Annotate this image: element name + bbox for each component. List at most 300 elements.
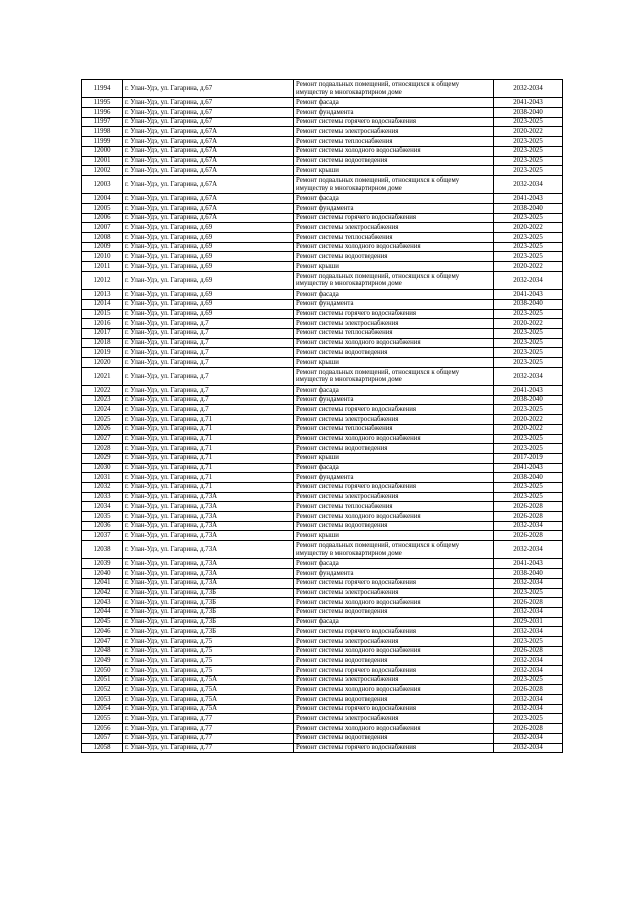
period-cell: 2029-2031 <box>494 617 563 627</box>
row-number-cell: 12041 <box>82 578 123 588</box>
row-number-cell: 11998 <box>82 127 123 137</box>
period-cell: 2038-2040 <box>494 473 563 483</box>
work-type-cell: Ремонт системы горячего водоснабжения <box>294 578 494 588</box>
address-cell: г. Улан-Удэ, ул. Гагарина, д.73А <box>123 492 294 502</box>
period-cell: 2038-2040 <box>494 569 563 579</box>
period-cell: 2032-2034 <box>494 733 563 743</box>
address-cell: г. Улан-Удэ, ул. Гагарина, д.71 <box>123 434 294 444</box>
row-number-cell: 11995 <box>82 98 123 108</box>
address-cell: г. Улан-Удэ, ул. Гагарина, д.7 <box>123 319 294 329</box>
row-number-cell: 12024 <box>82 405 123 415</box>
work-type-cell: Ремонт фасада <box>294 617 494 627</box>
period-cell: 2023-2025 <box>494 636 563 646</box>
row-number-cell: 12051 <box>82 675 123 685</box>
row-number-cell: 12007 <box>82 223 123 233</box>
period-cell: 2023-2025 <box>494 309 563 319</box>
period-cell: 2023-2025 <box>494 117 563 127</box>
table-row <box>82 166 563 176</box>
period-cell: 2020-2022 <box>494 223 563 233</box>
table-row <box>82 194 563 204</box>
address-cell: г. Улан-Удэ, ул. Гагарина, д.67 <box>123 117 294 127</box>
table-row <box>82 578 563 588</box>
work-type-cell: Ремонт фасада <box>294 559 494 569</box>
address-cell: г. Улан-Удэ, ул. Гагарина, д.71 <box>123 482 294 492</box>
address-cell: г. Улан-Удэ, ул. Гагарина, д.73Б <box>123 588 294 598</box>
table-row <box>82 309 563 319</box>
row-number-cell: 12034 <box>82 502 123 512</box>
work-type-cell: Ремонт системы теплоснабжения <box>294 137 494 147</box>
table-row <box>82 338 563 348</box>
address-cell: г. Улан-Удэ, ул. Гагарина, д.73А <box>123 559 294 569</box>
table-row <box>82 482 563 492</box>
row-number-cell: 12043 <box>82 598 123 608</box>
work-type-cell: Ремонт системы электроснабжения <box>294 714 494 724</box>
table-row <box>82 714 563 724</box>
period-cell: 2023-2025 <box>494 338 563 348</box>
row-number-cell: 12055 <box>82 714 123 724</box>
address-cell: г. Улан-Удэ, ул. Гагарина, д.69 <box>123 290 294 300</box>
address-cell: г. Улан-Удэ, ул. Гагарина, д.71 <box>123 444 294 454</box>
address-cell: г. Улан-Удэ, ул. Гагарина, д.75 <box>123 646 294 656</box>
period-cell: 2026-2028 <box>494 598 563 608</box>
table-row <box>82 386 563 396</box>
period-cell: 2023-2025 <box>494 156 563 166</box>
row-number-cell: 12029 <box>82 453 123 463</box>
work-type-cell: Ремонт системы водоотведения <box>294 521 494 531</box>
period-cell: 2023-2025 <box>494 348 563 358</box>
row-number-cell: 12006 <box>82 213 123 223</box>
address-cell: г. Улан-Удэ, ул. Гагарина, д.67А <box>123 166 294 176</box>
row-number-cell: 12013 <box>82 290 123 300</box>
work-type-cell: Ремонт системы электроснабжения <box>294 588 494 598</box>
work-type-cell: Ремонт крыши <box>294 166 494 176</box>
table-row <box>82 395 563 405</box>
address-cell: г. Улан-Удэ, ул. Гагарина, д.67А <box>123 127 294 137</box>
row-number-cell: 11997 <box>82 117 123 127</box>
work-type-cell: Ремонт системы горячего водоснабжения <box>294 482 494 492</box>
address-cell: г. Улан-Удэ, ул. Гагарина, д.69 <box>123 252 294 262</box>
address-cell: г. Улан-Удэ, ул. Гагарина, д.77 <box>123 714 294 724</box>
row-number-cell: 12047 <box>82 636 123 646</box>
work-type-cell: Ремонт системы электроснабжения <box>294 636 494 646</box>
row-number-cell: 12020 <box>82 357 123 367</box>
table-row <box>82 492 563 502</box>
work-type-cell: Ремонт крыши <box>294 357 494 367</box>
table-body <box>82 80 563 753</box>
work-type-cell: Ремонт крыши <box>294 531 494 541</box>
address-cell: г. Улан-Удэ, ул. Гагарина, д.7 <box>123 328 294 338</box>
table-row <box>82 588 563 598</box>
address-cell: г. Улан-Удэ, ул. Гагарина, д.67 <box>123 108 294 118</box>
period-cell: 2023-2025 <box>494 492 563 502</box>
address-cell: г. Улан-Удэ, ул. Гагарина, д.73А <box>123 578 294 588</box>
row-number-cell: 12048 <box>82 646 123 656</box>
row-number-cell: 12031 <box>82 473 123 483</box>
work-type-cell: Ремонт системы горячего водоснабжения <box>294 743 494 753</box>
period-cell: 2023-2025 <box>494 482 563 492</box>
work-type-cell: Ремонт системы холодного водоснабжения <box>294 338 494 348</box>
period-cell: 2023-2025 <box>494 714 563 724</box>
period-cell: 2023-2025 <box>494 233 563 243</box>
table-row <box>82 666 563 676</box>
work-type-cell: Ремонт системы холодного водоснабжения <box>294 646 494 656</box>
row-number-cell: 11994 <box>82 80 123 98</box>
period-cell: 2026-2028 <box>494 685 563 695</box>
work-type-cell: Ремонт системы холодного водоснабжения <box>294 512 494 522</box>
work-type-cell: Ремонт системы водоотведения <box>294 156 494 166</box>
period-cell: 2020-2022 <box>494 262 563 272</box>
period-cell: 2023-2025 <box>494 213 563 223</box>
period-cell: 2032-2034 <box>494 367 563 385</box>
table-row <box>82 233 563 243</box>
table-row <box>82 127 563 137</box>
work-type-cell: Ремонт фундамента <box>294 203 494 213</box>
work-type-cell: Ремонт системы холодного водоснабжения <box>294 685 494 695</box>
address-cell: г. Улан-Удэ, ул. Гагарина, д.73Б <box>123 607 294 617</box>
address-cell: г. Улан-Удэ, ул. Гагарина, д.73А <box>123 541 294 559</box>
table-row <box>82 203 563 213</box>
period-cell: 2026-2028 <box>494 646 563 656</box>
work-type-cell: Ремонт системы электроснабжения <box>294 319 494 329</box>
table-row <box>82 146 563 156</box>
work-type-cell: Ремонт системы электроснабжения <box>294 492 494 502</box>
address-cell: г. Улан-Удэ, ул. Гагарина, д.77 <box>123 724 294 734</box>
period-cell: 2038-2040 <box>494 108 563 118</box>
row-number-cell: 12022 <box>82 386 123 396</box>
table-row <box>82 319 563 329</box>
table-row <box>82 223 563 233</box>
table-row <box>82 213 563 223</box>
work-type-cell: Ремонт фундамента <box>294 473 494 483</box>
period-cell: 2032-2034 <box>494 627 563 637</box>
table-row <box>82 695 563 705</box>
address-cell: г. Улан-Удэ, ул. Гагарина, д.69 <box>123 233 294 243</box>
address-cell: г. Улан-Удэ, ул. Гагарина, д.73А <box>123 531 294 541</box>
row-number-cell: 12040 <box>82 569 123 579</box>
table-row <box>82 405 563 415</box>
address-cell: г. Улан-Удэ, ул. Гагарина, д.77 <box>123 733 294 743</box>
work-type-cell: Ремонт системы водоотведения <box>294 733 494 743</box>
work-type-cell: Ремонт подвальных помещений, относящихся к общему имуществу в многоквартирном доме <box>294 175 494 193</box>
work-type-cell: Ремонт системы электроснабжения <box>294 675 494 685</box>
period-cell: 2041-2043 <box>494 194 563 204</box>
table-row <box>82 724 563 734</box>
table-row <box>82 108 563 118</box>
row-number-cell: 12003 <box>82 175 123 193</box>
work-type-cell: Ремонт системы холодного водоснабжения <box>294 146 494 156</box>
work-type-cell: Ремонт системы горячего водоснабжения <box>294 405 494 415</box>
row-number-cell: 12038 <box>82 541 123 559</box>
row-number-cell: 12018 <box>82 338 123 348</box>
table-row <box>82 569 563 579</box>
work-type-cell: Ремонт фундамента <box>294 299 494 309</box>
table-row <box>82 512 563 522</box>
table-row <box>82 80 563 98</box>
period-cell: 2038-2040 <box>494 395 563 405</box>
period-cell: 2023-2025 <box>494 146 563 156</box>
period-cell: 2023-2025 <box>494 137 563 147</box>
table-row <box>82 357 563 367</box>
table-row <box>82 559 563 569</box>
period-cell: 2032-2034 <box>494 695 563 705</box>
row-number-cell: 12026 <box>82 424 123 434</box>
table-row <box>82 617 563 627</box>
table-row <box>82 675 563 685</box>
period-cell: 2041-2043 <box>494 463 563 473</box>
table-row <box>82 627 563 637</box>
table-row <box>82 607 563 617</box>
row-number-cell: 12019 <box>82 348 123 358</box>
row-number-cell: 12004 <box>82 194 123 204</box>
work-type-cell: Ремонт фасада <box>294 194 494 204</box>
address-cell: г. Улан-Удэ, ул. Гагарина, д.75 <box>123 636 294 646</box>
work-type-cell: Ремонт фундамента <box>294 395 494 405</box>
address-cell: г. Улан-Удэ, ул. Гагарина, д.67А <box>123 213 294 223</box>
row-number-cell: 12021 <box>82 367 123 385</box>
row-number-cell: 12030 <box>82 463 123 473</box>
address-cell: г. Улан-Удэ, ул. Гагарина, д.71 <box>123 463 294 473</box>
row-number-cell: 12046 <box>82 627 123 637</box>
row-number-cell: 12045 <box>82 617 123 627</box>
row-number-cell: 12039 <box>82 559 123 569</box>
row-number-cell: 12010 <box>82 252 123 262</box>
row-number-cell: 12042 <box>82 588 123 598</box>
work-type-cell: Ремонт подвальных помещений, относящихся к общему имуществу в многоквартирном доме <box>294 541 494 559</box>
address-cell: г. Улан-Удэ, ул. Гагарина, д.69 <box>123 299 294 309</box>
work-type-cell: Ремонт крыши <box>294 262 494 272</box>
period-cell: 2032-2034 <box>494 666 563 676</box>
address-cell: г. Улан-Удэ, ул. Гагарина, д.7 <box>123 338 294 348</box>
table-row <box>82 98 563 108</box>
address-cell: г. Улан-Удэ, ул. Гагарина, д.7 <box>123 386 294 396</box>
address-cell: г. Улан-Удэ, ул. Гагарина, д.69 <box>123 309 294 319</box>
work-type-cell: Ремонт системы теплоснабжения <box>294 233 494 243</box>
period-cell: 2020-2022 <box>494 319 563 329</box>
table-row <box>82 743 563 753</box>
period-cell: 2026-2028 <box>494 531 563 541</box>
work-type-cell: Ремонт крыши <box>294 453 494 463</box>
table-row <box>82 502 563 512</box>
period-cell: 2041-2043 <box>494 98 563 108</box>
address-cell: г. Улан-Удэ, ул. Гагарина, д.75 <box>123 656 294 666</box>
period-cell: 2038-2040 <box>494 299 563 309</box>
work-type-cell: Ремонт системы горячего водоснабжения <box>294 627 494 637</box>
period-cell: 2023-2025 <box>494 328 563 338</box>
table-row <box>82 598 563 608</box>
table-row <box>82 531 563 541</box>
address-cell: г. Улан-Удэ, ул. Гагарина, д.73Б <box>123 627 294 637</box>
row-number-cell: 12014 <box>82 299 123 309</box>
row-number-cell: 12032 <box>82 482 123 492</box>
work-type-cell: Ремонт системы водоотведения <box>294 348 494 358</box>
table-row <box>82 636 563 646</box>
table-row <box>82 290 563 300</box>
work-type-cell: Ремонт системы горячего водоснабжения <box>294 704 494 714</box>
table-row <box>82 521 563 531</box>
period-cell: 2026-2028 <box>494 512 563 522</box>
row-number-cell: 12012 <box>82 271 123 289</box>
work-type-cell: Ремонт подвальных помещений, относящихся к общему имуществу в многоквартирном доме <box>294 271 494 289</box>
work-type-cell: Ремонт системы теплоснабжения <box>294 424 494 434</box>
period-cell: 2023-2025 <box>494 588 563 598</box>
address-cell: г. Улан-Удэ, ул. Гагарина, д.77 <box>123 743 294 753</box>
table-row <box>82 348 563 358</box>
table-row <box>82 453 563 463</box>
address-cell: г. Улан-Удэ, ул. Гагарина, д.69 <box>123 262 294 272</box>
row-number-cell: 12002 <box>82 166 123 176</box>
address-cell: г. Улан-Удэ, ул. Гагарина, д.73А <box>123 569 294 579</box>
address-cell: г. Улан-Удэ, ул. Гагарина, д.7 <box>123 395 294 405</box>
row-number-cell: 12009 <box>82 242 123 252</box>
work-type-cell: Ремонт системы холодного водоснабжения <box>294 242 494 252</box>
row-number-cell: 12052 <box>82 685 123 695</box>
address-cell: г. Улан-Удэ, ул. Гагарина, д.67А <box>123 156 294 166</box>
address-cell: г. Улан-Удэ, ул. Гагарина, д.73Б <box>123 617 294 627</box>
period-cell: 2041-2043 <box>494 559 563 569</box>
period-cell: 2026-2028 <box>494 724 563 734</box>
period-cell: 2023-2025 <box>494 405 563 415</box>
table-row <box>82 463 563 473</box>
table-row <box>82 175 563 193</box>
period-cell: 2020-2022 <box>494 127 563 137</box>
address-cell: г. Улан-Удэ, ул. Гагарина, д.67А <box>123 175 294 193</box>
address-cell: г. Улан-Удэ, ул. Гагарина, д.75А <box>123 675 294 685</box>
row-number-cell: 12050 <box>82 666 123 676</box>
address-cell: г. Улан-Удэ, ул. Гагарина, д.75А <box>123 704 294 714</box>
work-type-cell: Ремонт системы горячего водоснабжения <box>294 309 494 319</box>
table-row <box>82 299 563 309</box>
work-type-cell: Ремонт фундамента <box>294 569 494 579</box>
period-cell: 2023-2025 <box>494 675 563 685</box>
address-cell: г. Улан-Удэ, ул. Гагарина, д.69 <box>123 223 294 233</box>
work-type-cell: Ремонт фундамента <box>294 108 494 118</box>
row-number-cell: 12027 <box>82 434 123 444</box>
work-type-cell: Ремонт системы теплоснабжения <box>294 328 494 338</box>
table-row <box>82 444 563 454</box>
period-cell: 2032-2034 <box>494 80 563 98</box>
row-number-cell: 11996 <box>82 108 123 118</box>
work-type-cell: Ремонт системы электроснабжения <box>294 127 494 137</box>
row-number-cell: 12011 <box>82 262 123 272</box>
table-row <box>82 328 563 338</box>
row-number-cell: 12054 <box>82 704 123 714</box>
table-row <box>82 424 563 434</box>
period-cell: 2032-2034 <box>494 607 563 617</box>
table-row <box>82 415 563 425</box>
address-cell: г. Улан-Удэ, ул. Гагарина, д.69 <box>123 242 294 252</box>
row-number-cell: 12036 <box>82 521 123 531</box>
address-cell: г. Улан-Удэ, ул. Гагарина, д.75 <box>123 666 294 676</box>
table-row <box>82 434 563 444</box>
period-cell: 2032-2034 <box>494 521 563 531</box>
row-number-cell: 12015 <box>82 309 123 319</box>
address-cell: г. Улан-Удэ, ул. Гагарина, д.75А <box>123 695 294 705</box>
work-type-cell: Ремонт фасада <box>294 290 494 300</box>
period-cell: 2023-2025 <box>494 252 563 262</box>
period-cell: 2032-2034 <box>494 541 563 559</box>
row-number-cell: 12037 <box>82 531 123 541</box>
period-cell: 2023-2025 <box>494 357 563 367</box>
row-number-cell: 12025 <box>82 415 123 425</box>
period-cell: 2017-2019 <box>494 453 563 463</box>
work-type-cell: Ремонт системы горячего водоснабжения <box>294 666 494 676</box>
row-number-cell: 12044 <box>82 607 123 617</box>
table-row <box>82 367 563 385</box>
period-cell: 2032-2034 <box>494 704 563 714</box>
address-cell: г. Улан-Удэ, ул. Гагарина, д.73Б <box>123 598 294 608</box>
address-cell: г. Улан-Удэ, ул. Гагарина, д.67А <box>123 137 294 147</box>
work-type-cell: Ремонт системы электроснабжения <box>294 223 494 233</box>
address-cell: г. Улан-Удэ, ул. Гагарина, д.67А <box>123 146 294 156</box>
work-type-cell: Ремонт системы теплоснабжения <box>294 502 494 512</box>
period-cell: 2020-2022 <box>494 415 563 425</box>
work-type-cell: Ремонт системы водоотведения <box>294 695 494 705</box>
address-cell: г. Улан-Удэ, ул. Гагарина, д.7 <box>123 357 294 367</box>
period-cell: 2020-2022 <box>494 424 563 434</box>
period-cell: 2023-2025 <box>494 444 563 454</box>
work-type-cell: Ремонт системы электроснабжения <box>294 415 494 425</box>
table-row <box>82 137 563 147</box>
row-number-cell: 12008 <box>82 233 123 243</box>
period-cell: 2038-2040 <box>494 203 563 213</box>
address-cell: г. Улан-Удэ, ул. Гагарина, д.69 <box>123 271 294 289</box>
address-cell: г. Улан-Удэ, ул. Гагарина, д.71 <box>123 473 294 483</box>
address-cell: г. Улан-Удэ, ул. Гагарина, д.7 <box>123 348 294 358</box>
work-type-cell: Ремонт системы горячего водоснабжения <box>294 213 494 223</box>
address-cell: г. Улан-Удэ, ул. Гагарина, д.71 <box>123 415 294 425</box>
address-cell: г. Улан-Удэ, ул. Гагарина, д.71 <box>123 424 294 434</box>
table-row <box>82 262 563 272</box>
address-cell: г. Улан-Удэ, ул. Гагарина, д.67 <box>123 80 294 98</box>
row-number-cell: 11999 <box>82 137 123 147</box>
work-type-cell: Ремонт фасада <box>294 386 494 396</box>
address-cell: г. Улан-Удэ, ул. Гагарина, д.67А <box>123 203 294 213</box>
row-number-cell: 12035 <box>82 512 123 522</box>
table-row <box>82 252 563 262</box>
period-cell: 2026-2028 <box>494 502 563 512</box>
work-type-cell: Ремонт системы водоотведения <box>294 252 494 262</box>
address-cell: г. Улан-Удэ, ул. Гагарина, д.73А <box>123 502 294 512</box>
row-number-cell: 12028 <box>82 444 123 454</box>
repair-schedule-table-wrap <box>81 79 562 753</box>
row-number-cell: 12017 <box>82 328 123 338</box>
period-cell: 2032-2034 <box>494 271 563 289</box>
row-number-cell: 12005 <box>82 203 123 213</box>
work-type-cell: Ремонт системы водоотведения <box>294 607 494 617</box>
address-cell: г. Улан-Удэ, ул. Гагарина, д.73А <box>123 512 294 522</box>
period-cell: 2023-2025 <box>494 434 563 444</box>
address-cell: г. Улан-Удэ, ул. Гагарина, д.67 <box>123 98 294 108</box>
work-type-cell: Ремонт фасада <box>294 463 494 473</box>
row-number-cell: 12049 <box>82 656 123 666</box>
period-cell: 2032-2034 <box>494 743 563 753</box>
work-type-cell: Ремонт подвальных помещений, относящихся к общему имуществу в многоквартирном доме <box>294 80 494 98</box>
address-cell: г. Улан-Удэ, ул. Гагарина, д.71 <box>123 453 294 463</box>
row-number-cell: 12016 <box>82 319 123 329</box>
work-type-cell: Ремонт системы горячего водоснабжения <box>294 117 494 127</box>
row-number-cell: 12023 <box>82 395 123 405</box>
work-type-cell: Ремонт подвальных помещений, относящихся к общему имуществу в многоквартирном доме <box>294 367 494 385</box>
table-row <box>82 646 563 656</box>
work-type-cell: Ремонт системы водоотведения <box>294 656 494 666</box>
work-type-cell: Ремонт системы холодного водоснабжения <box>294 724 494 734</box>
row-number-cell: 12053 <box>82 695 123 705</box>
row-number-cell: 12000 <box>82 146 123 156</box>
work-type-cell: Ремонт фасада <box>294 98 494 108</box>
row-number-cell: 12057 <box>82 733 123 743</box>
address-cell: г. Улан-Удэ, ул. Гагарина, д.73А <box>123 521 294 531</box>
period-cell: 2041-2043 <box>494 386 563 396</box>
